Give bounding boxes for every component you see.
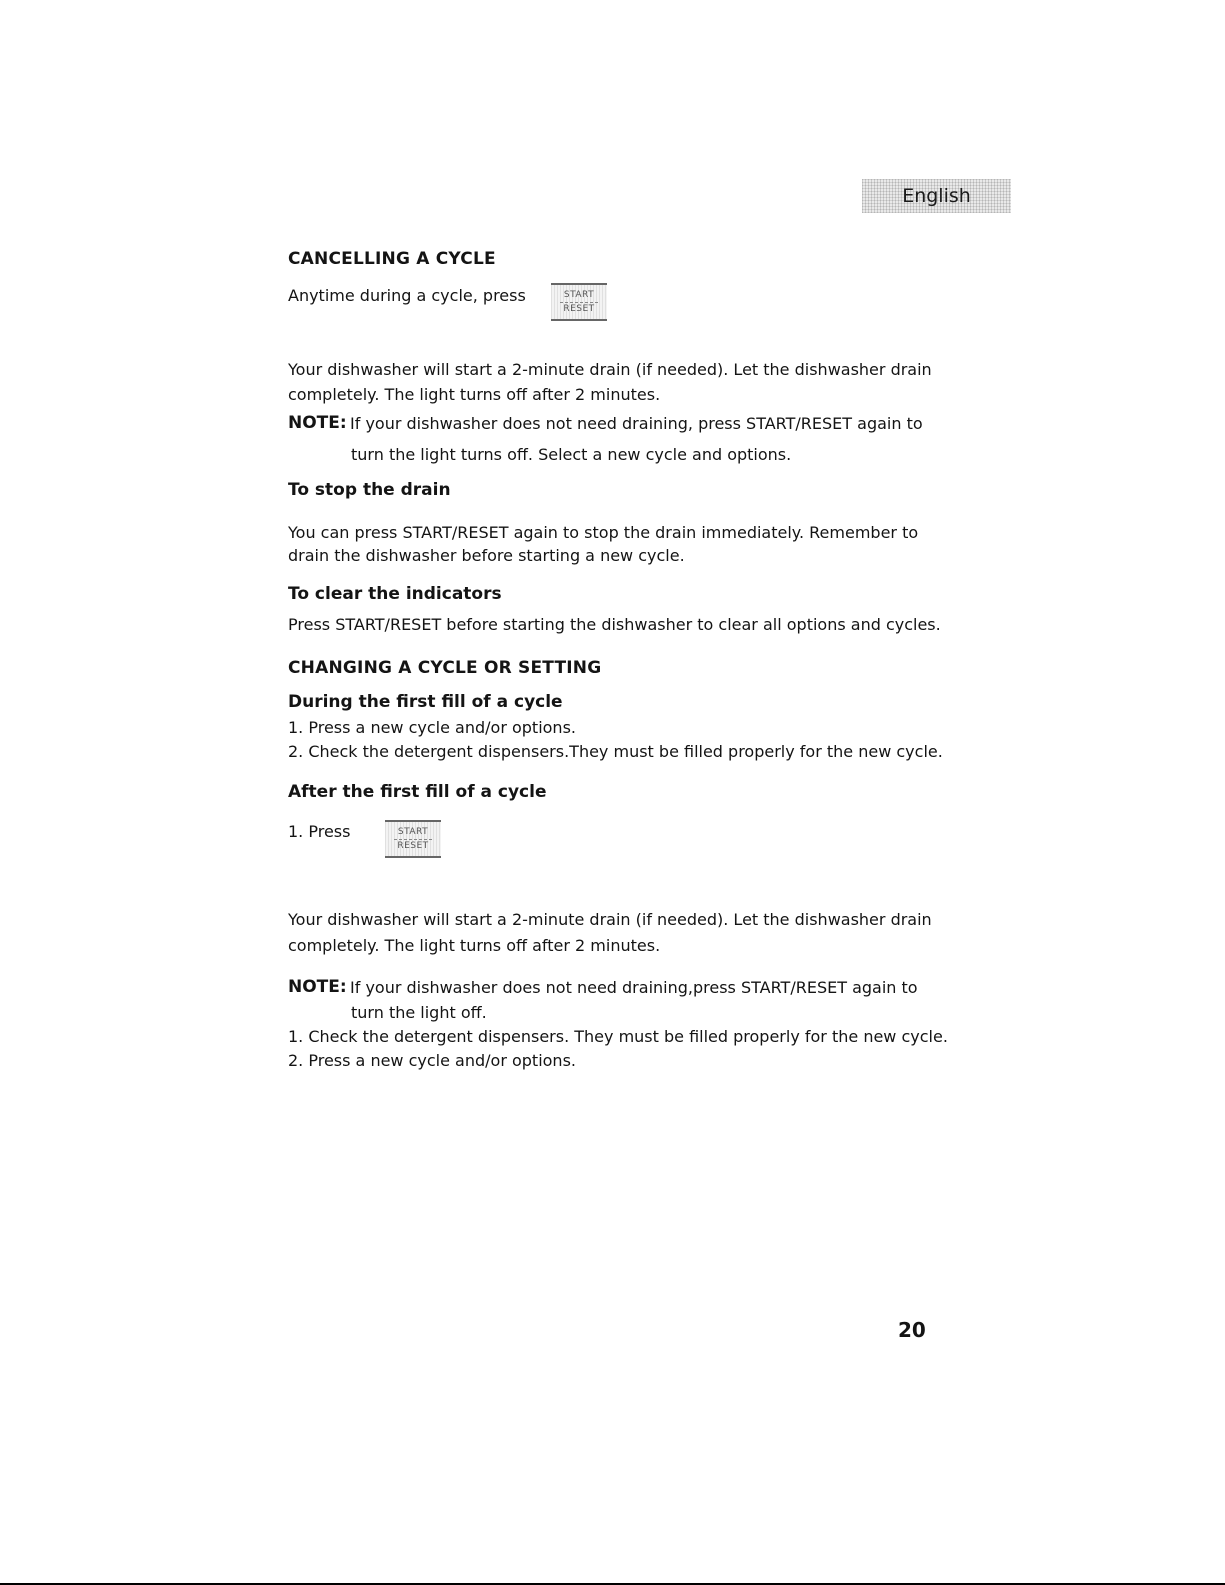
cancelling-paragraph-line2: completely. The light turns off after 2 minutes. [288, 385, 661, 404]
cancelling-note-line1: If your dishwasher does not need draining, press START/RESET again to [350, 414, 923, 433]
changing-note-line1: If your dishwasher does not need draining,press START/RESET again to [350, 978, 918, 997]
after-fill-heading: After the first fill of a cycle [288, 782, 547, 802]
changing-note-line2: turn the light off. [351, 1003, 487, 1022]
first-fill-item-2: 2. Check the detergent dispensers.They must be filled properly for the new cycle. [288, 742, 943, 761]
changing-heading: CHANGING A CYCLE OR SETTING [288, 658, 602, 678]
button-label-start: START [397, 826, 429, 837]
button-label-reset: RESET [397, 840, 429, 851]
first-fill-heading: During the first fill of a cycle [288, 692, 563, 712]
language-tab-label: English [902, 185, 971, 207]
start-reset-button-icon [551, 283, 607, 321]
clear-indicators-heading: To clear the indicators [288, 584, 502, 604]
stop-drain-line1: You can press START/RESET again to stop the drain immediately. Remember to [288, 523, 919, 542]
changing-paragraph-line2: completely. The light turns off after 2 minutes. [288, 936, 661, 955]
button-label-start: START [563, 289, 595, 300]
start-reset-button-icon [385, 820, 441, 858]
cancelling-paragraph-line1: Your dishwasher will start a 2-minute drain (if needed). Let the dishwasher drain [288, 360, 932, 379]
cancelling-heading: CANCELLING A CYCLE [288, 249, 496, 269]
stop-drain-heading: To stop the drain [288, 480, 451, 500]
first-fill-item-1: 1. Press a new cycle and/or options. [288, 718, 576, 737]
clear-indicators-line1: Press START/RESET before starting the dishwasher to clear all options and cycles. [288, 615, 941, 634]
language-tab [862, 179, 1011, 213]
changing-item-2: 2. Press a new cycle and/or options. [288, 1051, 576, 1070]
cancelling-intro: Anytime during a cycle, press [288, 286, 526, 305]
button-label-reset: RESET [563, 303, 595, 314]
changing-paragraph-line1: Your dishwasher will start a 2-minute drain (if needed). Let the dishwasher drain [288, 910, 932, 929]
stop-drain-line2: drain the dishwasher before starting a new cycle. [288, 546, 685, 565]
after-fill-press: 1. Press [288, 822, 351, 841]
note-label: NOTE: [288, 413, 347, 433]
page-number: 20 [898, 1318, 926, 1342]
changing-item-1: 1. Check the detergent dispensers. They must be filled properly for the new cycle. [288, 1027, 948, 1046]
note-label: NOTE: [288, 977, 347, 997]
cancelling-note-line2: turn the light turns off. Select a new cycle and options. [351, 445, 792, 464]
